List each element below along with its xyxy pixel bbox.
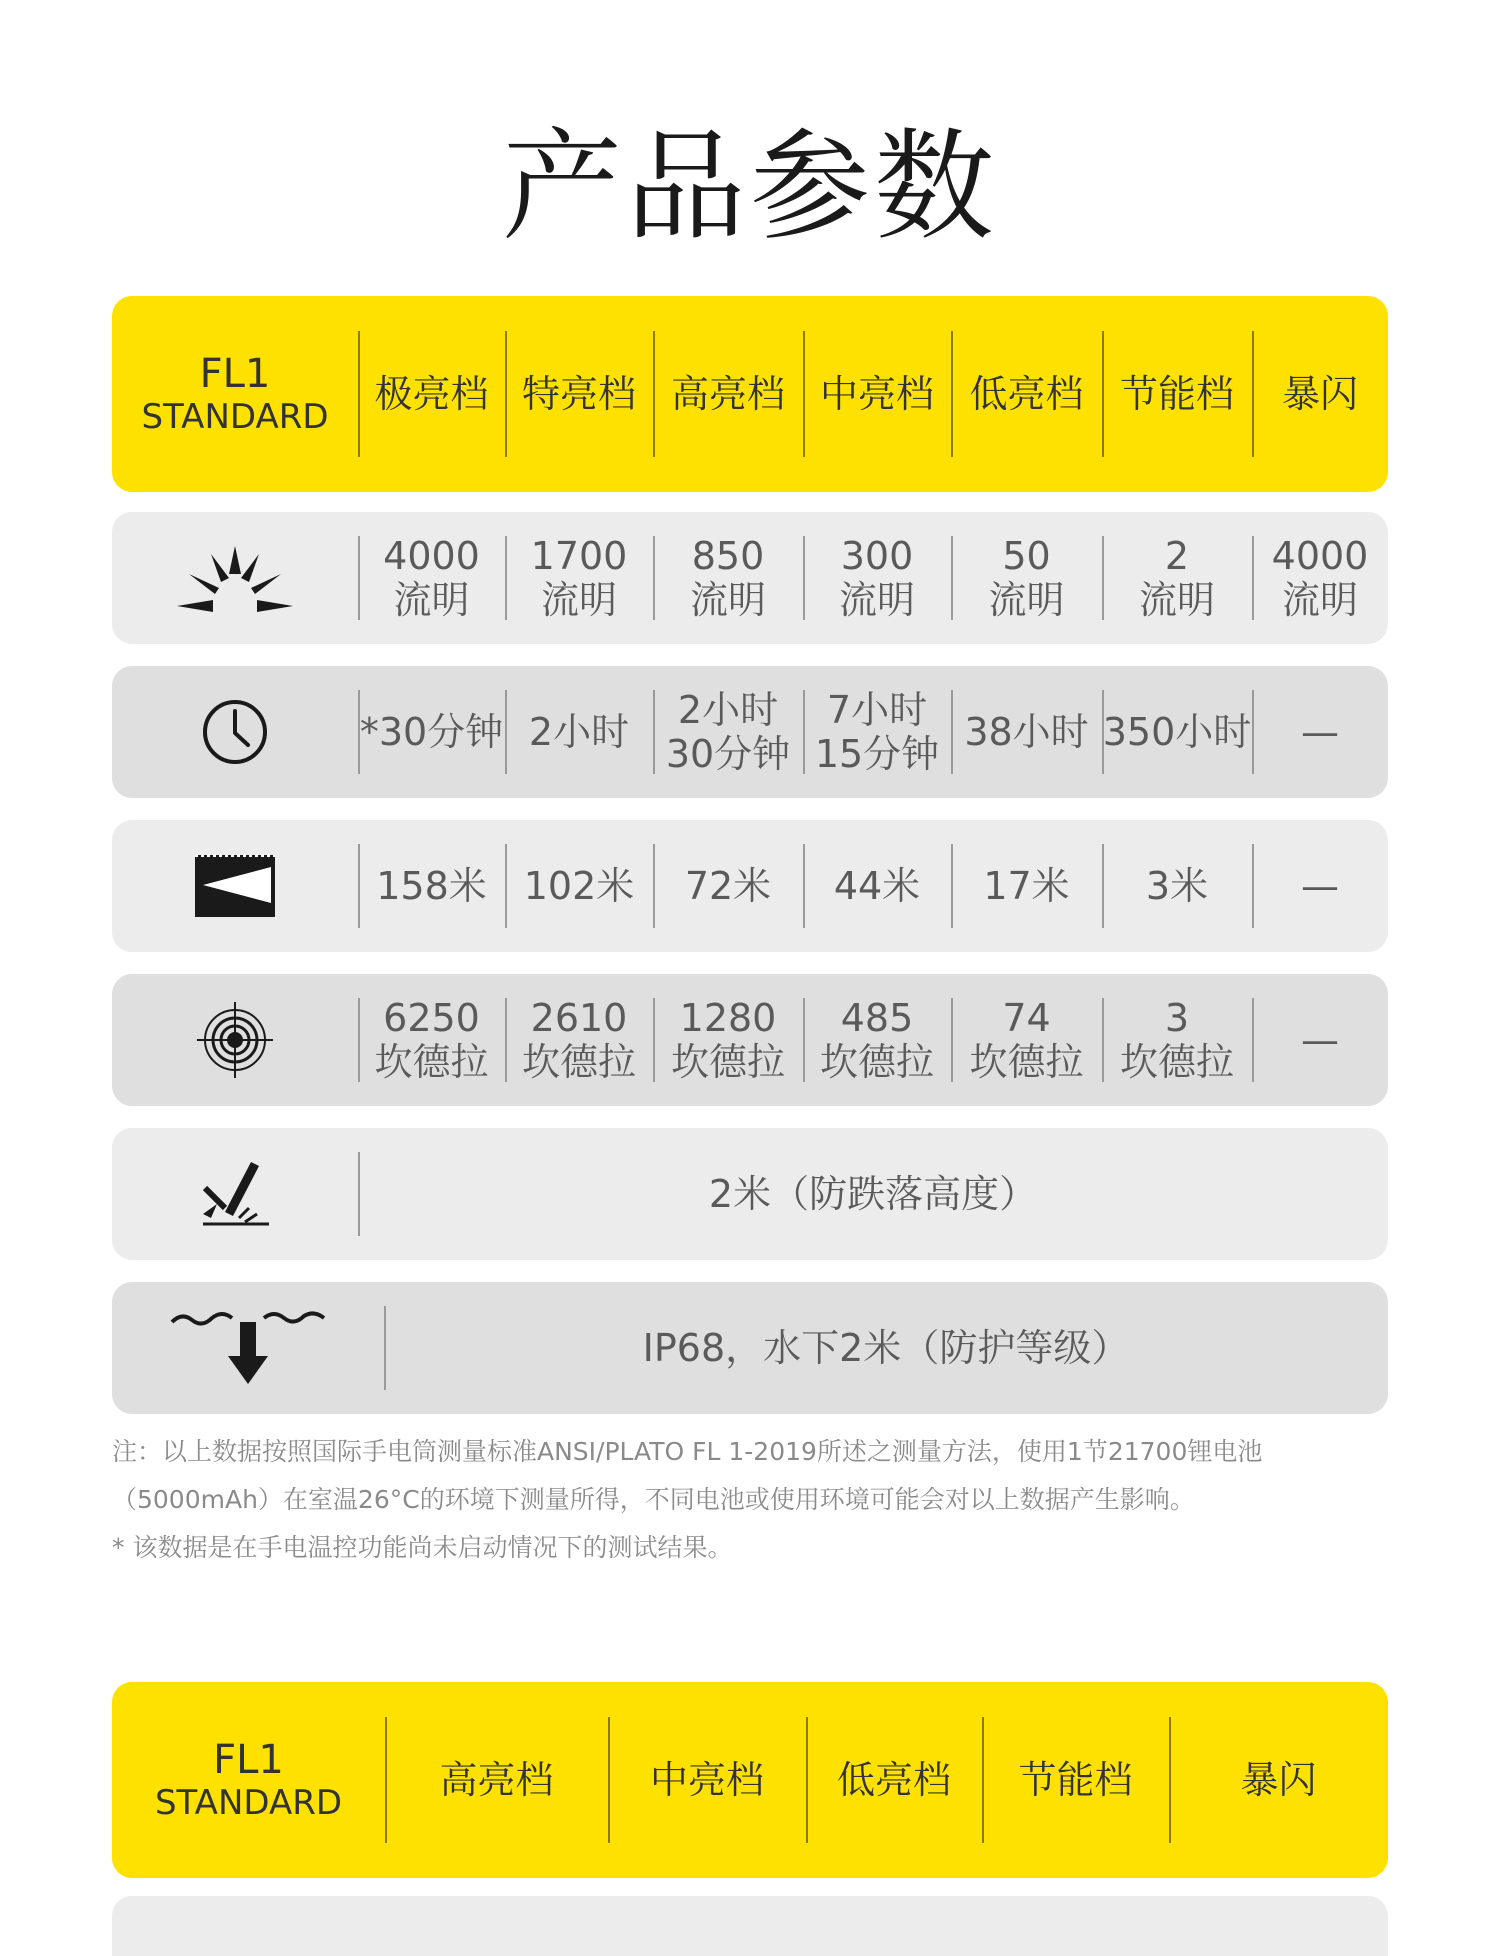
mode-header-medium: 中亮档 xyxy=(608,1682,806,1878)
mode-header-eco: 节能档 xyxy=(1102,296,1252,492)
unit: 流明 xyxy=(1138,578,1215,622)
mode-header-max: 极亮档 xyxy=(358,296,505,492)
note-line: 注：以上数据按照国际手电筒测量标准ANSI/PLATO FL 1-2019所述之测量方法，使用1节21700锂电池 xyxy=(112,1437,1263,1466)
unit: 流明 xyxy=(393,578,470,622)
unit: 坎德拉 xyxy=(819,1040,934,1084)
value: 485 xyxy=(840,996,914,1040)
runtime-high xyxy=(653,666,803,798)
mode-header-medium: 中亮档 xyxy=(803,296,951,492)
lumens-row xyxy=(112,512,1388,644)
beam-distance-icon xyxy=(112,820,358,952)
value: 850 xyxy=(691,534,765,578)
intensity-turbo xyxy=(505,974,653,1106)
runtime-medium xyxy=(803,666,951,798)
intensity-row xyxy=(112,974,1388,1106)
lumens-max xyxy=(358,512,505,644)
distance-row xyxy=(112,820,1388,952)
value: 50 xyxy=(1002,534,1051,578)
unit: 流明 xyxy=(988,578,1065,622)
target-icon xyxy=(112,974,358,1106)
mode-header-turbo: 特亮档 xyxy=(505,296,653,492)
distance-low: 17米 xyxy=(951,820,1102,952)
value: 3 xyxy=(1164,996,1190,1040)
distance-max: 158米 xyxy=(358,820,505,952)
unit: 流明 xyxy=(540,578,617,622)
runtime-max xyxy=(358,666,505,798)
lumens-high xyxy=(653,512,803,644)
value: 4000 xyxy=(383,534,480,578)
value-line2: 15分钟 xyxy=(814,732,940,776)
value: 38小时 xyxy=(964,710,1089,754)
waterproof-icon xyxy=(112,1282,384,1414)
unit: 流明 xyxy=(1281,578,1358,622)
mode-header-eco: 节能档 xyxy=(982,1682,1169,1878)
mode-header-low: 低亮档 xyxy=(806,1682,982,1878)
value: 74 xyxy=(1002,996,1051,1040)
intensity-high xyxy=(653,974,803,1106)
mode-header-low: 低亮档 xyxy=(951,296,1102,492)
model-name: FL1 xyxy=(213,1737,284,1783)
impact-resistance-icon xyxy=(112,1128,358,1260)
distance-strobe: — xyxy=(1252,820,1388,952)
runtime-low xyxy=(951,666,1102,798)
lumens-low xyxy=(951,512,1102,644)
runtime-strobe xyxy=(1252,666,1388,798)
footnotes xyxy=(112,1428,1402,1572)
value: 2小时 xyxy=(677,688,779,732)
runtime-turbo xyxy=(505,666,653,798)
value: 4000 xyxy=(1271,534,1369,578)
lumens-medium xyxy=(803,512,951,644)
model-label xyxy=(112,296,358,492)
distance-medium: 44米 xyxy=(803,820,951,952)
value: 1280 xyxy=(679,996,777,1040)
lumens-eco xyxy=(1102,512,1252,644)
mode-header-high: 高亮档 xyxy=(653,296,803,492)
page-title: 产品参数 xyxy=(502,118,998,257)
value: 2610 xyxy=(530,996,628,1040)
unit: 坎德拉 xyxy=(670,1040,785,1084)
intensity-max xyxy=(358,974,505,1106)
model-variant: STANDARD xyxy=(154,1783,343,1823)
unit: 坎德拉 xyxy=(374,1040,489,1084)
runtime-eco xyxy=(1102,666,1252,798)
unit: 流明 xyxy=(689,578,766,622)
value: 1700 xyxy=(530,534,628,578)
unit: 流明 xyxy=(838,578,915,622)
intensity-medium xyxy=(803,974,951,1106)
model-variant: STANDARD xyxy=(141,397,329,437)
value: 300 xyxy=(840,534,914,578)
impact-resistance-value: 2米（防跌落高度） xyxy=(358,1128,1388,1260)
lumens-strobe xyxy=(1252,512,1388,644)
unit: 坎德拉 xyxy=(969,1040,1084,1084)
clock-icon xyxy=(112,666,358,798)
intensity-low xyxy=(951,974,1102,1106)
impact-row xyxy=(112,1128,1388,1260)
model-name: FL1 xyxy=(199,351,271,397)
value: — xyxy=(1301,1018,1339,1062)
mode-header-strobe: 暴闪 xyxy=(1252,296,1388,492)
unit: 坎德拉 xyxy=(521,1040,636,1084)
distance-eco: 3米 xyxy=(1102,820,1252,952)
unit: 坎德拉 xyxy=(1119,1040,1234,1084)
mode-header-strobe: 暴闪 xyxy=(1169,1682,1388,1878)
model-label xyxy=(112,1682,385,1878)
intensity-eco xyxy=(1102,974,1252,1106)
brightness-icon xyxy=(112,512,358,644)
value: 6250 xyxy=(383,996,480,1040)
value: — xyxy=(1301,710,1339,754)
intensity-strobe xyxy=(1252,974,1388,1106)
waterproof-value: IP68，水下2米（防护等级） xyxy=(384,1282,1388,1414)
value: 2 xyxy=(1164,534,1190,578)
note-line: * 该数据是在手电温控功能尚未启动情况下的测试结果。 xyxy=(112,1533,733,1562)
distance-turbo: 102米 xyxy=(505,820,653,952)
lumens-turbo xyxy=(505,512,653,644)
table2-first-row xyxy=(112,1896,1388,1956)
runtime-row xyxy=(112,666,1388,798)
value: *30分钟 xyxy=(359,710,504,754)
table2-header xyxy=(112,1682,1388,1878)
value: 2小时 xyxy=(528,710,630,754)
value: 7小时 xyxy=(826,688,928,732)
table1-header xyxy=(112,296,1388,492)
waterproof-row xyxy=(112,1282,1388,1414)
mode-header-high: 高亮档 xyxy=(385,1682,608,1878)
note-line: （5000mAh）在室温26°C的环境下测量所得，不同电池或使用环境可能会对以上数据产生影响。 xyxy=(112,1485,1195,1514)
distance-high: 72米 xyxy=(653,820,803,952)
value: 350小时 xyxy=(1102,710,1252,754)
value-line2: 30分钟 xyxy=(665,732,791,776)
